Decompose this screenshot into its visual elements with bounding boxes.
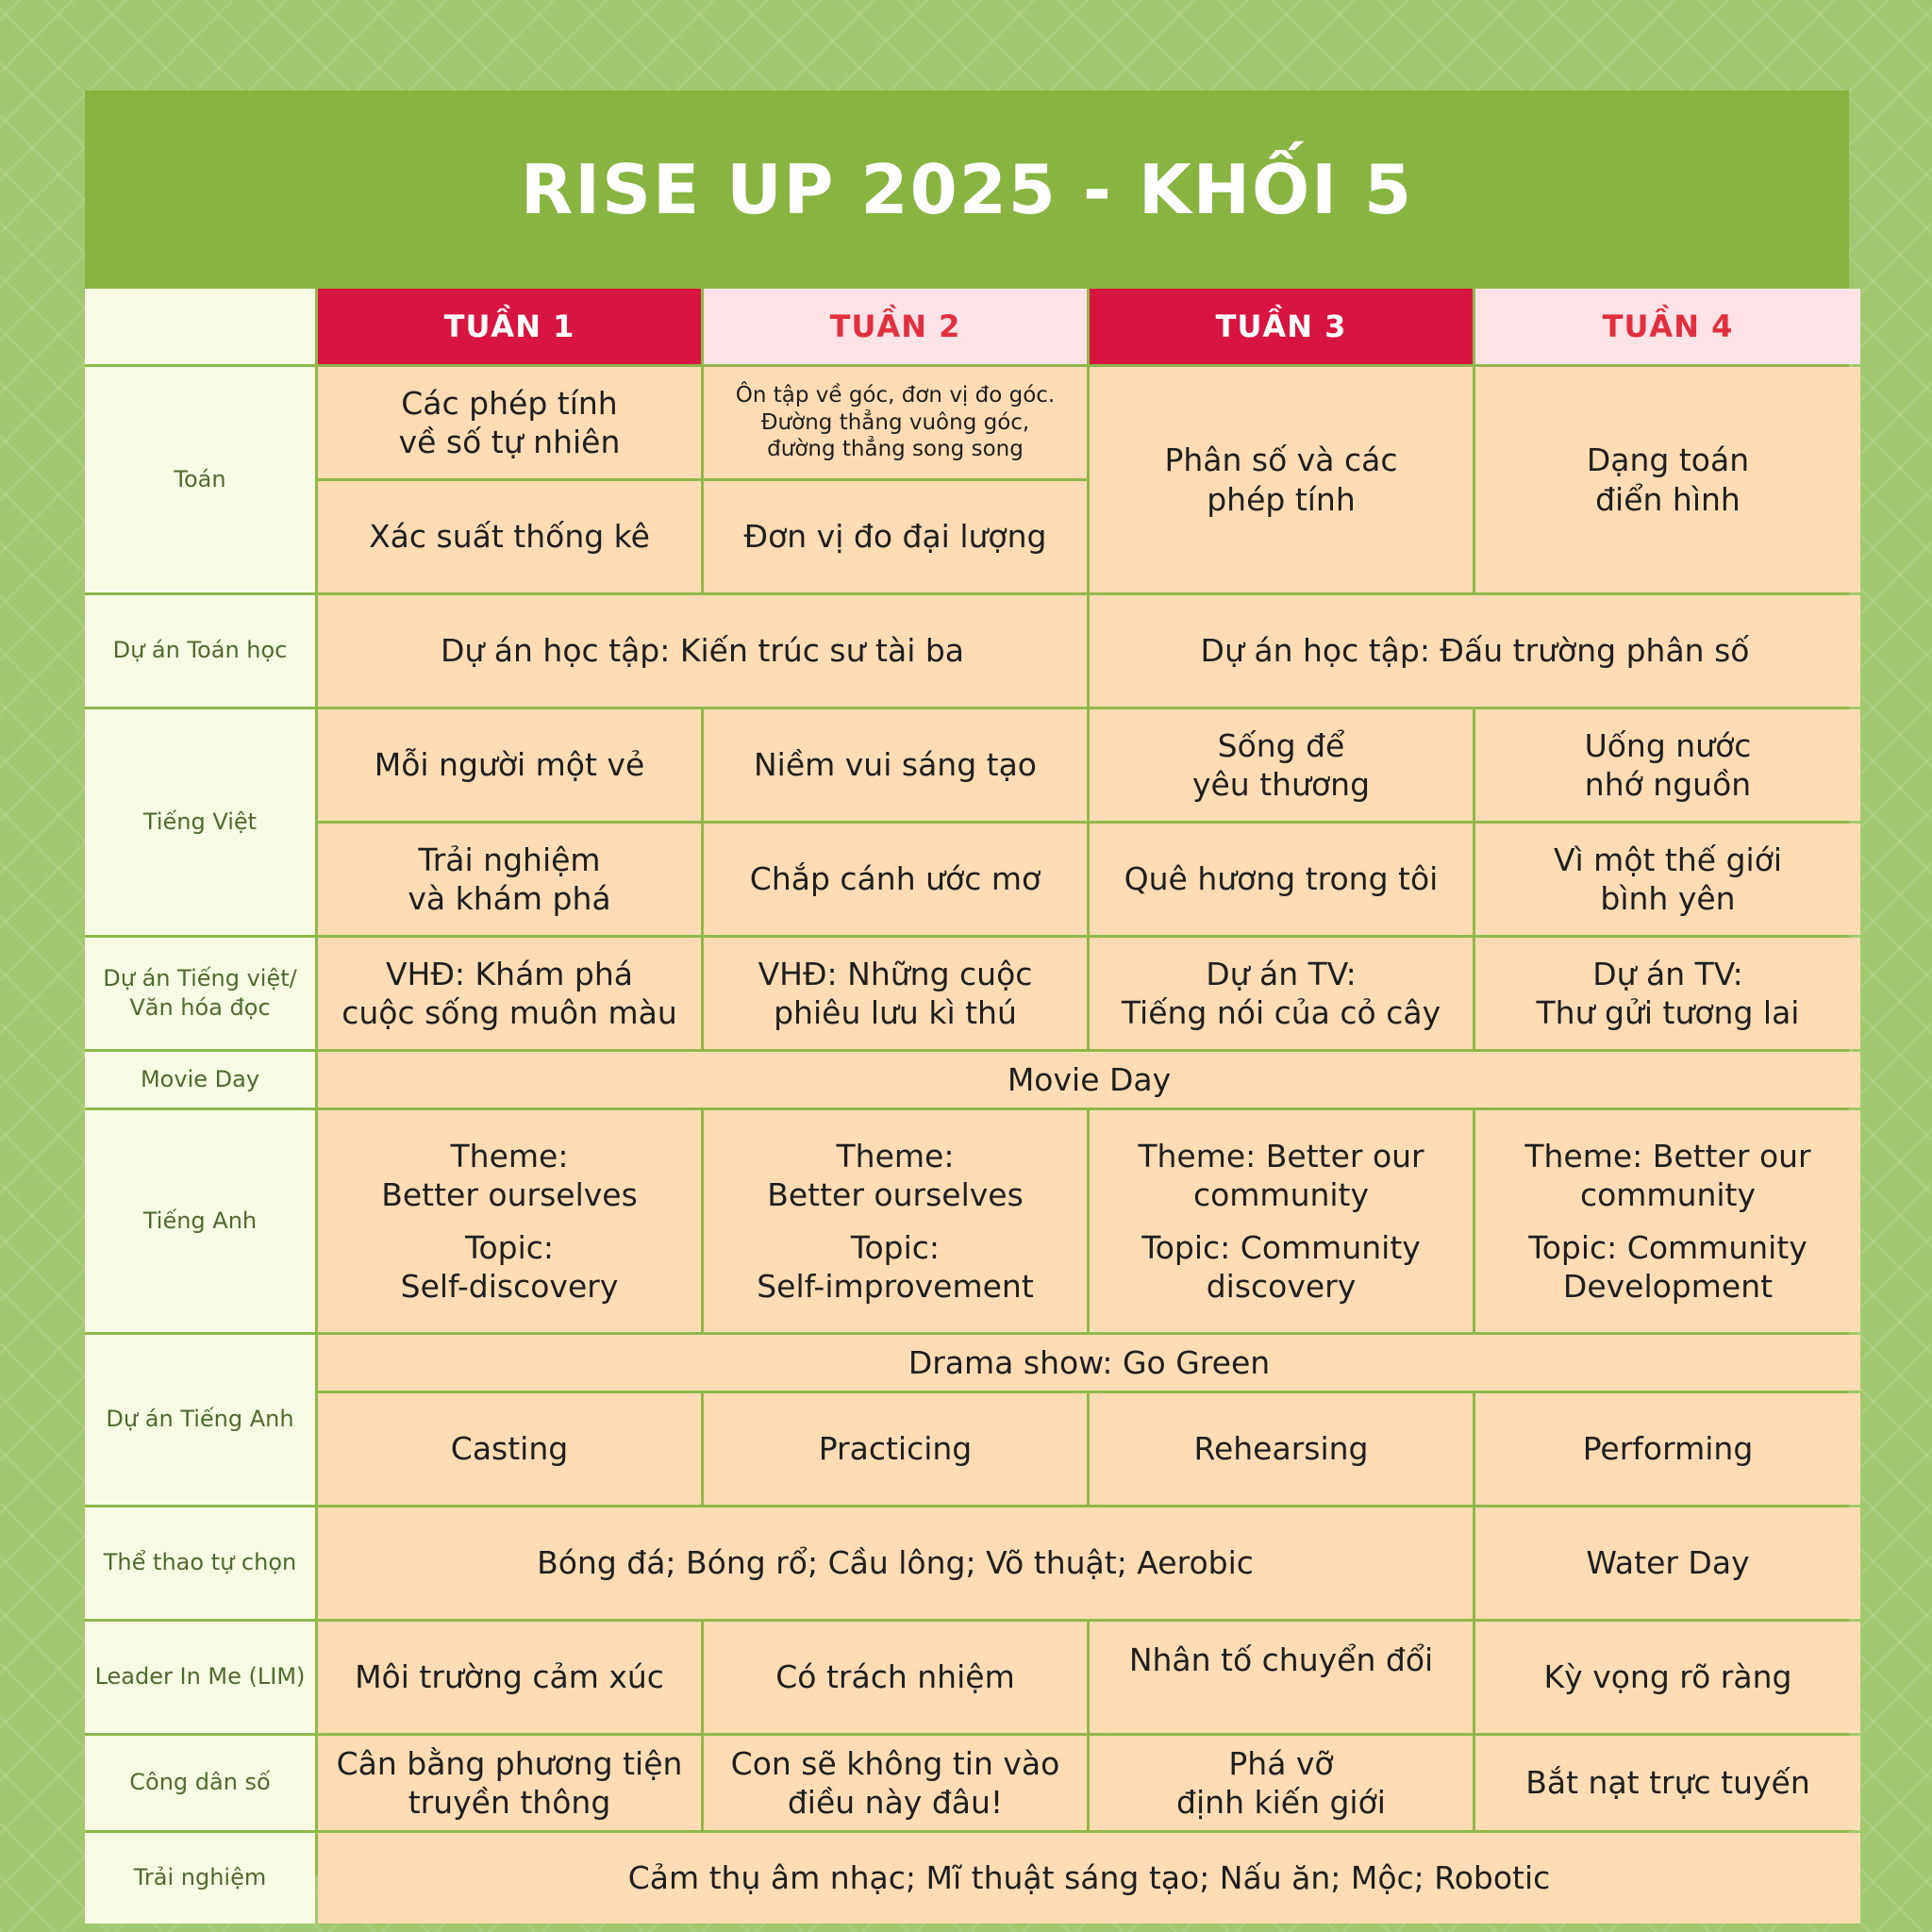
cell-the-thao-w123: Bóng đá; Bóng rổ; Cầu lông; Võ thuật; Aerobic — [318, 1507, 1473, 1619]
row-label-movie-day: Movie Day — [85, 1052, 315, 1108]
cell-du-an-tv-w2: VHĐ: Những cuộc phiêu lưu kì thú — [704, 938, 1087, 1049]
cell-lim-w3: Nhân tố chuyển đổi — [1090, 1622, 1473, 1733]
cell-ta-w3 — [1090, 1110, 1473, 1332]
cell-cds-w4: Bắt nạt trực tuyến — [1475, 1736, 1860, 1830]
cell-tv-w2a: Niềm vui sáng tạo — [704, 709, 1087, 821]
cell-trai-nghiem: Cảm thụ âm nhạc; Mĩ thuật sáng tạo; Nấu ăn; Mộc; Robotic — [318, 1833, 1860, 1924]
theme-text: Theme: Better ourselves — [767, 1138, 1024, 1214]
row-label-the-thao: Thể thao tự chọn — [85, 1507, 315, 1619]
cell-du-an-tv-w4: Dự án TV: Thư gửi tương lai — [1475, 938, 1860, 1049]
row-label-du-an-toan: Dự án Toán học — [85, 595, 315, 707]
cell-tv-w4b: Vì một thế giới bình yên — [1475, 824, 1860, 935]
cell-ta-w4 — [1475, 1110, 1860, 1332]
row-label-trai-nghiem: Trải nghiệm — [85, 1833, 315, 1924]
cell-tv-w3a: Sống để yêu thương — [1090, 709, 1473, 821]
cell-lim-w2: Có trách nhiệm — [704, 1622, 1087, 1733]
cell-du-an-tv-w1: VHĐ: Khám phá cuộc sống muôn màu — [318, 938, 701, 1049]
cell-ta-w2 — [704, 1110, 1087, 1332]
week-header-4: TUẦN 4 — [1475, 289, 1860, 364]
theme-text: Theme: Better our community — [1524, 1138, 1811, 1214]
row-label-tieng-viet: Tiếng Việt — [85, 709, 315, 935]
cell-cds-w1: Cân bằng phương tiện truyền thông — [318, 1736, 701, 1830]
row-label-cong-dan-so: Công dân số — [85, 1736, 315, 1830]
cell-the-thao-w4: Water Day — [1475, 1507, 1860, 1619]
topic-text: Topic: Community Development — [1528, 1228, 1807, 1305]
theme-text: Theme: Better our community — [1138, 1138, 1424, 1214]
cell-toan-w2b: Đơn vị đo đại lượng — [704, 481, 1087, 592]
cell-du-an-ta-w1: Casting — [318, 1393, 701, 1505]
page-title: RISE UP 2025 - KHỐI 5 — [520, 150, 1414, 229]
week-header-3: TUẦN 3 — [1090, 289, 1473, 364]
cell-toan-w4: Dạng toán điển hình — [1475, 367, 1860, 592]
topic-text: Topic: Community discovery — [1141, 1228, 1421, 1305]
schedule-table — [85, 289, 1849, 1897]
cell-du-an-tv-w3: Dự án TV: Tiếng nói của cỏ cây — [1090, 938, 1473, 1049]
title-banner — [85, 91, 1849, 289]
cell-du-an-ta-w3: Rehearsing — [1090, 1393, 1473, 1505]
cell-toan-w3: Phân số và các phép tính — [1090, 367, 1473, 592]
row-label-du-an-tv: Dự án Tiếng việt/ Văn hóa đọc — [85, 938, 315, 1049]
cell-toan-w2a: Ôn tập về góc, đơn vị đo góc. Đường thẳng vuông góc, đường thẳng song song — [704, 367, 1087, 478]
cell-lim-w1: Môi trường cảm xúc — [318, 1622, 701, 1733]
theme-text: Theme: Better ourselves — [381, 1138, 638, 1214]
cell-drama-show: Drama show: Go Green — [318, 1335, 1860, 1391]
row-label-lim: Leader In Me (LIM) — [85, 1622, 315, 1733]
schedule-card — [85, 91, 1849, 1897]
cell-toan-w1b: Xác suất thống kê — [318, 481, 701, 592]
cell-tv-w1a: Mỗi người một vẻ — [318, 709, 701, 821]
cell-du-an-ta-w4: Performing — [1475, 1393, 1860, 1505]
row-label-du-an-ta: Dự án Tiếng Anh — [85, 1335, 315, 1505]
cell-tv-w4a: Uống nước nhớ nguồn — [1475, 709, 1860, 821]
cell-lim-w4: Kỳ vọng rõ ràng — [1475, 1622, 1860, 1733]
cell-ta-w1 — [318, 1110, 701, 1332]
cell-movie-day: Movie Day — [318, 1052, 1860, 1108]
cell-toan-w1a: Các phép tính về số tự nhiên — [318, 367, 701, 478]
topic-text: Topic: Self-discovery — [400, 1228, 619, 1305]
cell-tv-w3b: Quê hương trong tôi — [1090, 824, 1473, 935]
week-header-2: TUẦN 2 — [704, 289, 1087, 364]
cell-du-an-toan-w12: Dự án học tập: Kiến trúc sư tài ba — [318, 595, 1087, 707]
cell-tv-w1b: Trải nghiệm và khám phá — [318, 824, 701, 935]
cell-du-an-ta-w2: Practicing — [704, 1393, 1087, 1505]
week-header-1: TUẦN 1 — [318, 289, 701, 364]
cell-cds-w3: Phá vỡ định kiến giới — [1090, 1736, 1473, 1830]
cell-du-an-toan-w34: Dự án học tập: Đấu trường phân số — [1090, 595, 1860, 707]
table-corner — [85, 289, 315, 364]
row-label-toan: Toán — [85, 367, 315, 592]
cell-cds-w2: Con sẽ không tin vào điều này đâu! — [704, 1736, 1087, 1830]
cell-tv-w2b: Chắp cánh ước mơ — [704, 824, 1087, 935]
topic-text: Topic: Self-improvement — [757, 1228, 1034, 1305]
row-label-tieng-anh: Tiếng Anh — [85, 1110, 315, 1332]
